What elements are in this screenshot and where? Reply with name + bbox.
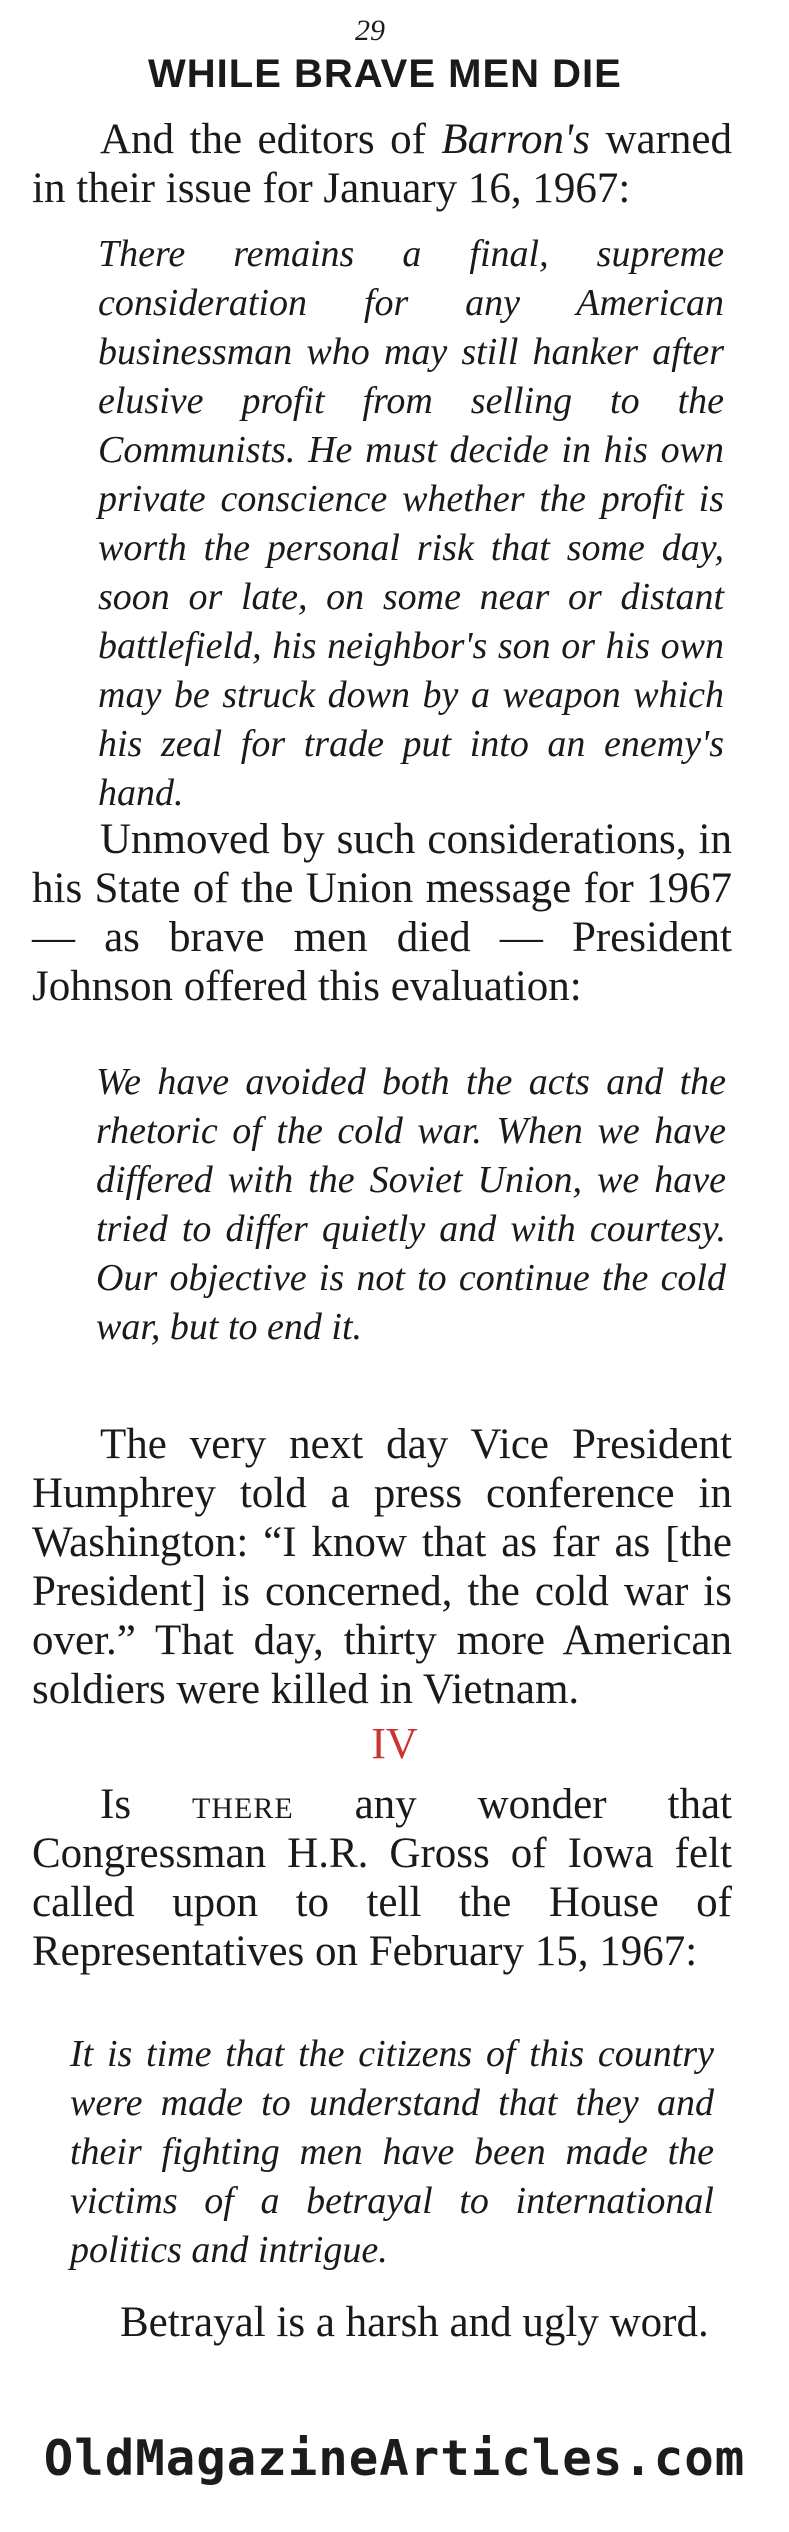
block-quote-barrons: There remains a final, supreme consideration for any American businessman who may still hanker after elusive profit from selling to the Communists. He must decide in his own private conscience whether the profit is worth the personal risk that some day, soon or late, on some near or distant battlefield, his neighbor's son or his own may be struck down by a weapon which his zeal for trade put into an enemy's hand.: [98, 233, 724, 814]
paragraph-intro-before: And the editors of: [100, 116, 442, 163]
block-quote-gross: It is time that the citizens of this country were made to understand that they and their fighting men have been made the victims of a betrayal to international politics and intrigue.: [70, 2033, 714, 2271]
paragraph-closing: Betrayal is a harsh and ugly word.: [120, 2299, 709, 2346]
paragraph-gross-smallcaps: there: [192, 1781, 294, 1828]
publication-title: Barron's: [441, 116, 590, 163]
page-number: 29: [355, 14, 385, 47]
paragraph-gross-rest: any wonder that Congressman H.R. Gross of Iowa felt called upon to tell the House of Representatives on February 15, 1967:: [32, 1781, 732, 1975]
running-head: WHILE BRAVE MEN DIE: [148, 52, 622, 96]
paragraph-humphrey: The very next day Vice President Humphrey told a press conference in Washington: “I know that as far as [the President] is concerned, the cold war is over.” That day, thirty more American soldiers were killed in Vietnam.: [32, 1421, 732, 1713]
block-quote-johnson: We have avoided both the acts and the rhetoric of the cold war. When we have differed with the Soviet Union, we have tried to differ quietly and with courtesy. Our objective is not to continue the cold war, but to end it.: [96, 1061, 726, 1348]
footer-watermark: OldMagazineArticles.com: [43, 2430, 746, 2487]
paragraph-intro-after: warned in their issue for January 16, 1967:: [32, 116, 732, 212]
paragraph-intro: [32, 115, 732, 213]
paragraph-johnson: Unmoved by such considerations, in his State of the Union message for 1967 — as brave men died — President Johnson offered this evaluation:: [32, 816, 732, 1010]
paragraph-gross-lead: Is: [100, 1781, 192, 1828]
paragraph-gross: [32, 1780, 732, 1976]
section-numeral: IV: [371, 1719, 418, 1768]
